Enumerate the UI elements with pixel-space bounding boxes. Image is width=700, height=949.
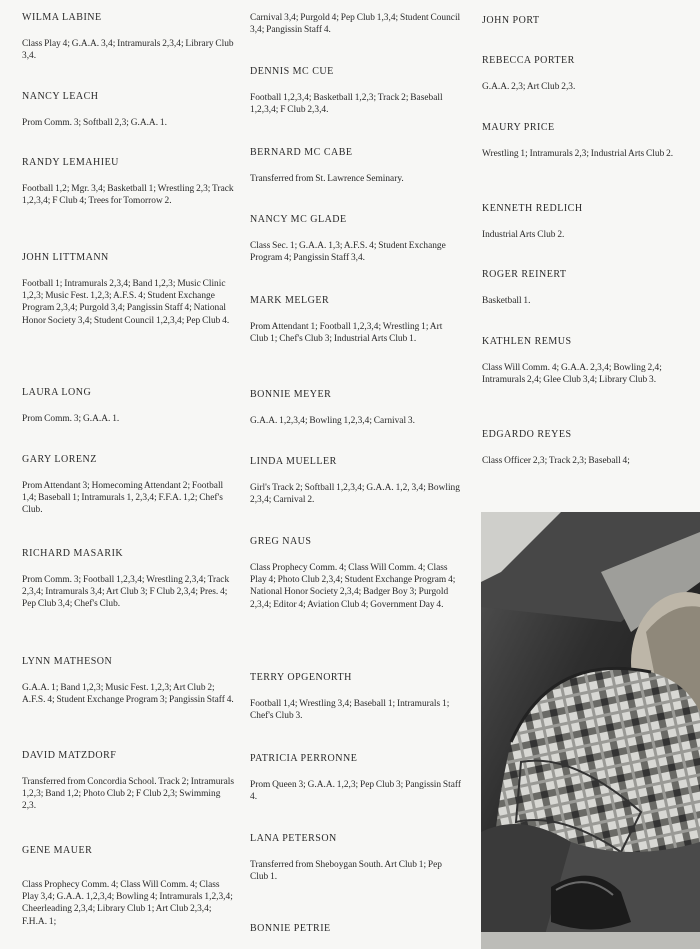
student-name: REBECCA PORTER: [482, 55, 575, 66]
student-name: GARY LORENZ: [22, 454, 97, 465]
senior-entry: [250, 147, 462, 185]
student-activities: Basketball 1.: [482, 296, 531, 306]
student-name: WILMA LABINE: [22, 12, 102, 23]
student-activities: Transferred from Concordia School. Track 2; Intramurals 1,2,3; Band 1,2; Photo Club 2; F Club 2,3; Swimming 2,3.: [22, 777, 234, 812]
student-activities: Wrestling 1; Intramurals 2,3; Industrial Arts Club 2.: [482, 149, 674, 159]
student-name: NANCY MC GLADE: [250, 214, 347, 225]
student-name: DENNIS MC CUE: [250, 66, 334, 77]
student-name: KATHLEN REMUS: [482, 336, 572, 347]
student-name: RICHARD MASARIK: [22, 548, 124, 559]
senior-entry: [22, 548, 234, 611]
senior-entry: [482, 203, 694, 241]
student-name: NANCY LEACH: [22, 91, 99, 102]
student-name: KENNETH REDLICH: [482, 203, 583, 214]
student-name: JOHN PORT: [482, 15, 540, 26]
student-name: GENE MAUER: [22, 845, 93, 856]
student-activities: Prom Comm. 3; Softball 2,3; G.A.A. 1.: [22, 118, 167, 128]
student-activities: Prom Comm. 3; G.A.A. 1.: [22, 414, 120, 424]
senior-entry: [250, 833, 462, 883]
senior-entry: [250, 66, 462, 116]
senior-entry: [22, 656, 234, 706]
student-activities: Football 1,4; Wrestling 3,4; Baseball 1; Intramurals 1; Chef's Club 3.: [250, 699, 450, 722]
senior-entry: [22, 387, 234, 425]
student-name: JOHN LITTMANN: [22, 252, 109, 263]
senior-entry: [482, 336, 694, 386]
student-name: PATRICIA PERRONNE: [250, 753, 358, 764]
senior-entry: [482, 122, 694, 160]
student-activities: G.A.A. 2,3; Art Club 2,3.: [482, 82, 576, 92]
senior-entry: [250, 456, 462, 506]
student-activities: G.A.A. 1; Band 1,2,3; Music Fest. 1,2,3; Art Club 2; A.F.S. 4; Student Exchange Program 3; Pangissin Staff 4.: [22, 683, 234, 706]
senior-entry: [482, 429, 694, 467]
senior-entry: [22, 750, 234, 813]
senior-entry: [482, 269, 694, 307]
senior-entry: [250, 389, 462, 427]
senior-entry: [22, 454, 234, 517]
senior-entry: [22, 157, 234, 207]
senior-entry: [250, 923, 462, 935]
student-activities: Prom Queen 3; G.A.A. 1,2,3; Pep Club 3; Pangissin Staff 4.: [250, 780, 461, 803]
student-activities: Transferred from Sheboygan South. Art Club 1; Pep Club 1.: [250, 860, 442, 883]
student-name: LYNN MATHESON: [22, 656, 113, 667]
senior-entry: [22, 91, 234, 129]
student-activities: Transferred from St. Lawrence Seminary.: [250, 174, 404, 184]
senior-entry: [250, 214, 462, 264]
senior-entry: [250, 753, 462, 803]
senior-entry: [250, 295, 462, 345]
student-name: EDGARDO REYES: [482, 429, 572, 440]
student-activities: Football 1,2,3,4; Basketball 1,2,3; Track 2; Baseball 1,2,3,4; F Club 2,3,4.: [250, 93, 443, 116]
student-activities: Class Prophecy Comm. 4; Class Will Comm. 4; Class Play 4; Photo Club 2,3,4; Student Exchange Program 4; National Honor Society 2,3,4; Badger Boy 3; Purgold 2,3,4; Editor 4; Aviation Club 4; Government Day 4.: [250, 563, 456, 610]
student-activities: G.A.A. 1,2,3,4; Bowling 1,2,3,4; Carnival 3.: [250, 416, 415, 426]
student-name: MAURY PRICE: [482, 122, 555, 133]
student-name: LAURA LONG: [22, 387, 92, 398]
student-activities: Prom Attendant 3; Homecoming Attendant 2; Football 1,4; Baseball 1; Intramurals 1, 2,3,4; F.F.A. 1,2; Chef's Club.: [22, 481, 224, 516]
senior-entry: [482, 15, 694, 27]
photo-illustration: [481, 512, 700, 949]
student-photo: [481, 512, 700, 949]
student-name: RANDY LEMAHIEU: [22, 157, 119, 168]
senior-entry-continued: [250, 0, 462, 36]
student-name: GREG NAUS: [250, 536, 312, 547]
student-activities: Prom Attendant 1; Football 1,2,3,4; Wrestling 1; Art Club 1; Chef's Club 3; Industrial Arts Club 1.: [250, 322, 443, 345]
student-name: ROGER REINERT: [482, 269, 567, 280]
student-name: BONNIE PETRIE: [250, 923, 331, 934]
student-activities: Girl's Track 2; Softball 1,2,3,4; G.A.A. 1,2, 3,4; Bowling 2,3,4; Carnival 2.: [250, 483, 460, 506]
senior-entry: [22, 12, 234, 62]
senior-entry: [482, 55, 694, 93]
student-name: LINDA MUELLER: [250, 456, 337, 467]
senior-entry: [22, 845, 234, 928]
student-activities: Football 1; Intramurals 2,3,4; Band 1,2,3; Music Clinic 1,2,3; Music Fest. 1,2,3; A.F.S. 4; Student Exchange Program 2,3,4; Purgold 3,4; Pangissin Staff 4; National Honor Society 3,4; Student Council 1,2,3,4; Pep Club 4.: [22, 279, 230, 326]
student-name: TERRY OPGENORTH: [250, 672, 352, 683]
student-activities: Football 1,2; Mgr. 3,4; Basketball 1; Wrestling 2,3; Track 1,2,3,4; F Club 4; Trees for Tomorrow 2.: [22, 184, 234, 207]
student-name: BONNIE MEYER: [250, 389, 332, 400]
student-activities: Class Play 4; G.A.A. 3,4; Intramurals 2,3,4; Library Club 3,4.: [22, 39, 234, 62]
student-name: LANA PETERSON: [250, 833, 337, 844]
student-activities: Class Sec. 1; G.A.A. 1,3; A.F.S. 4; Student Exchange Program 4; Pangissin Staff 3,4.: [250, 241, 446, 264]
student-name: MARK MELGER: [250, 295, 330, 306]
student-activities: Class Prophecy Comm. 4; Class Will Comm. 4; Class Play 3,4; G.A.A. 1,2,3,4; Bowling 4; Intramurals 1,2,3,4; Cheerleading 2,3,4; Library Club 1; Art Club 2,3,4; F.H.A. 1;: [22, 880, 233, 927]
student-name: DAVID MATZDORF: [22, 750, 117, 761]
senior-entry: [22, 252, 234, 327]
student-activities: Carnival 3,4; Purgold 4; Pep Club 1,3,4; Student Council 3,4; Pangissin Staff 4.: [250, 13, 461, 36]
student-activities: Class Officer 2,3; Track 2,3; Baseball 4;: [482, 456, 630, 466]
student-activities: Prom Comm. 3; Football 1,2,3,4; Wrestling 2,3,4; Track 2,3,4; Intramurals 3,4; Art Club 3; F Club 2,3,4; Pres. 4; Pep Club 3,4; Chef's Club.: [22, 575, 230, 610]
senior-entry: [250, 672, 462, 722]
student-activities: Class Will Comm. 4; G.A.A. 2,3,4; Bowling 2,4; Intramurals 2,4; Glee Club 3,4; Library Club 3.: [482, 363, 662, 386]
student-name: BERNARD MC CABE: [250, 147, 353, 158]
senior-entry: [250, 536, 462, 611]
student-activities: Industrial Arts Club 2.: [482, 230, 565, 240]
